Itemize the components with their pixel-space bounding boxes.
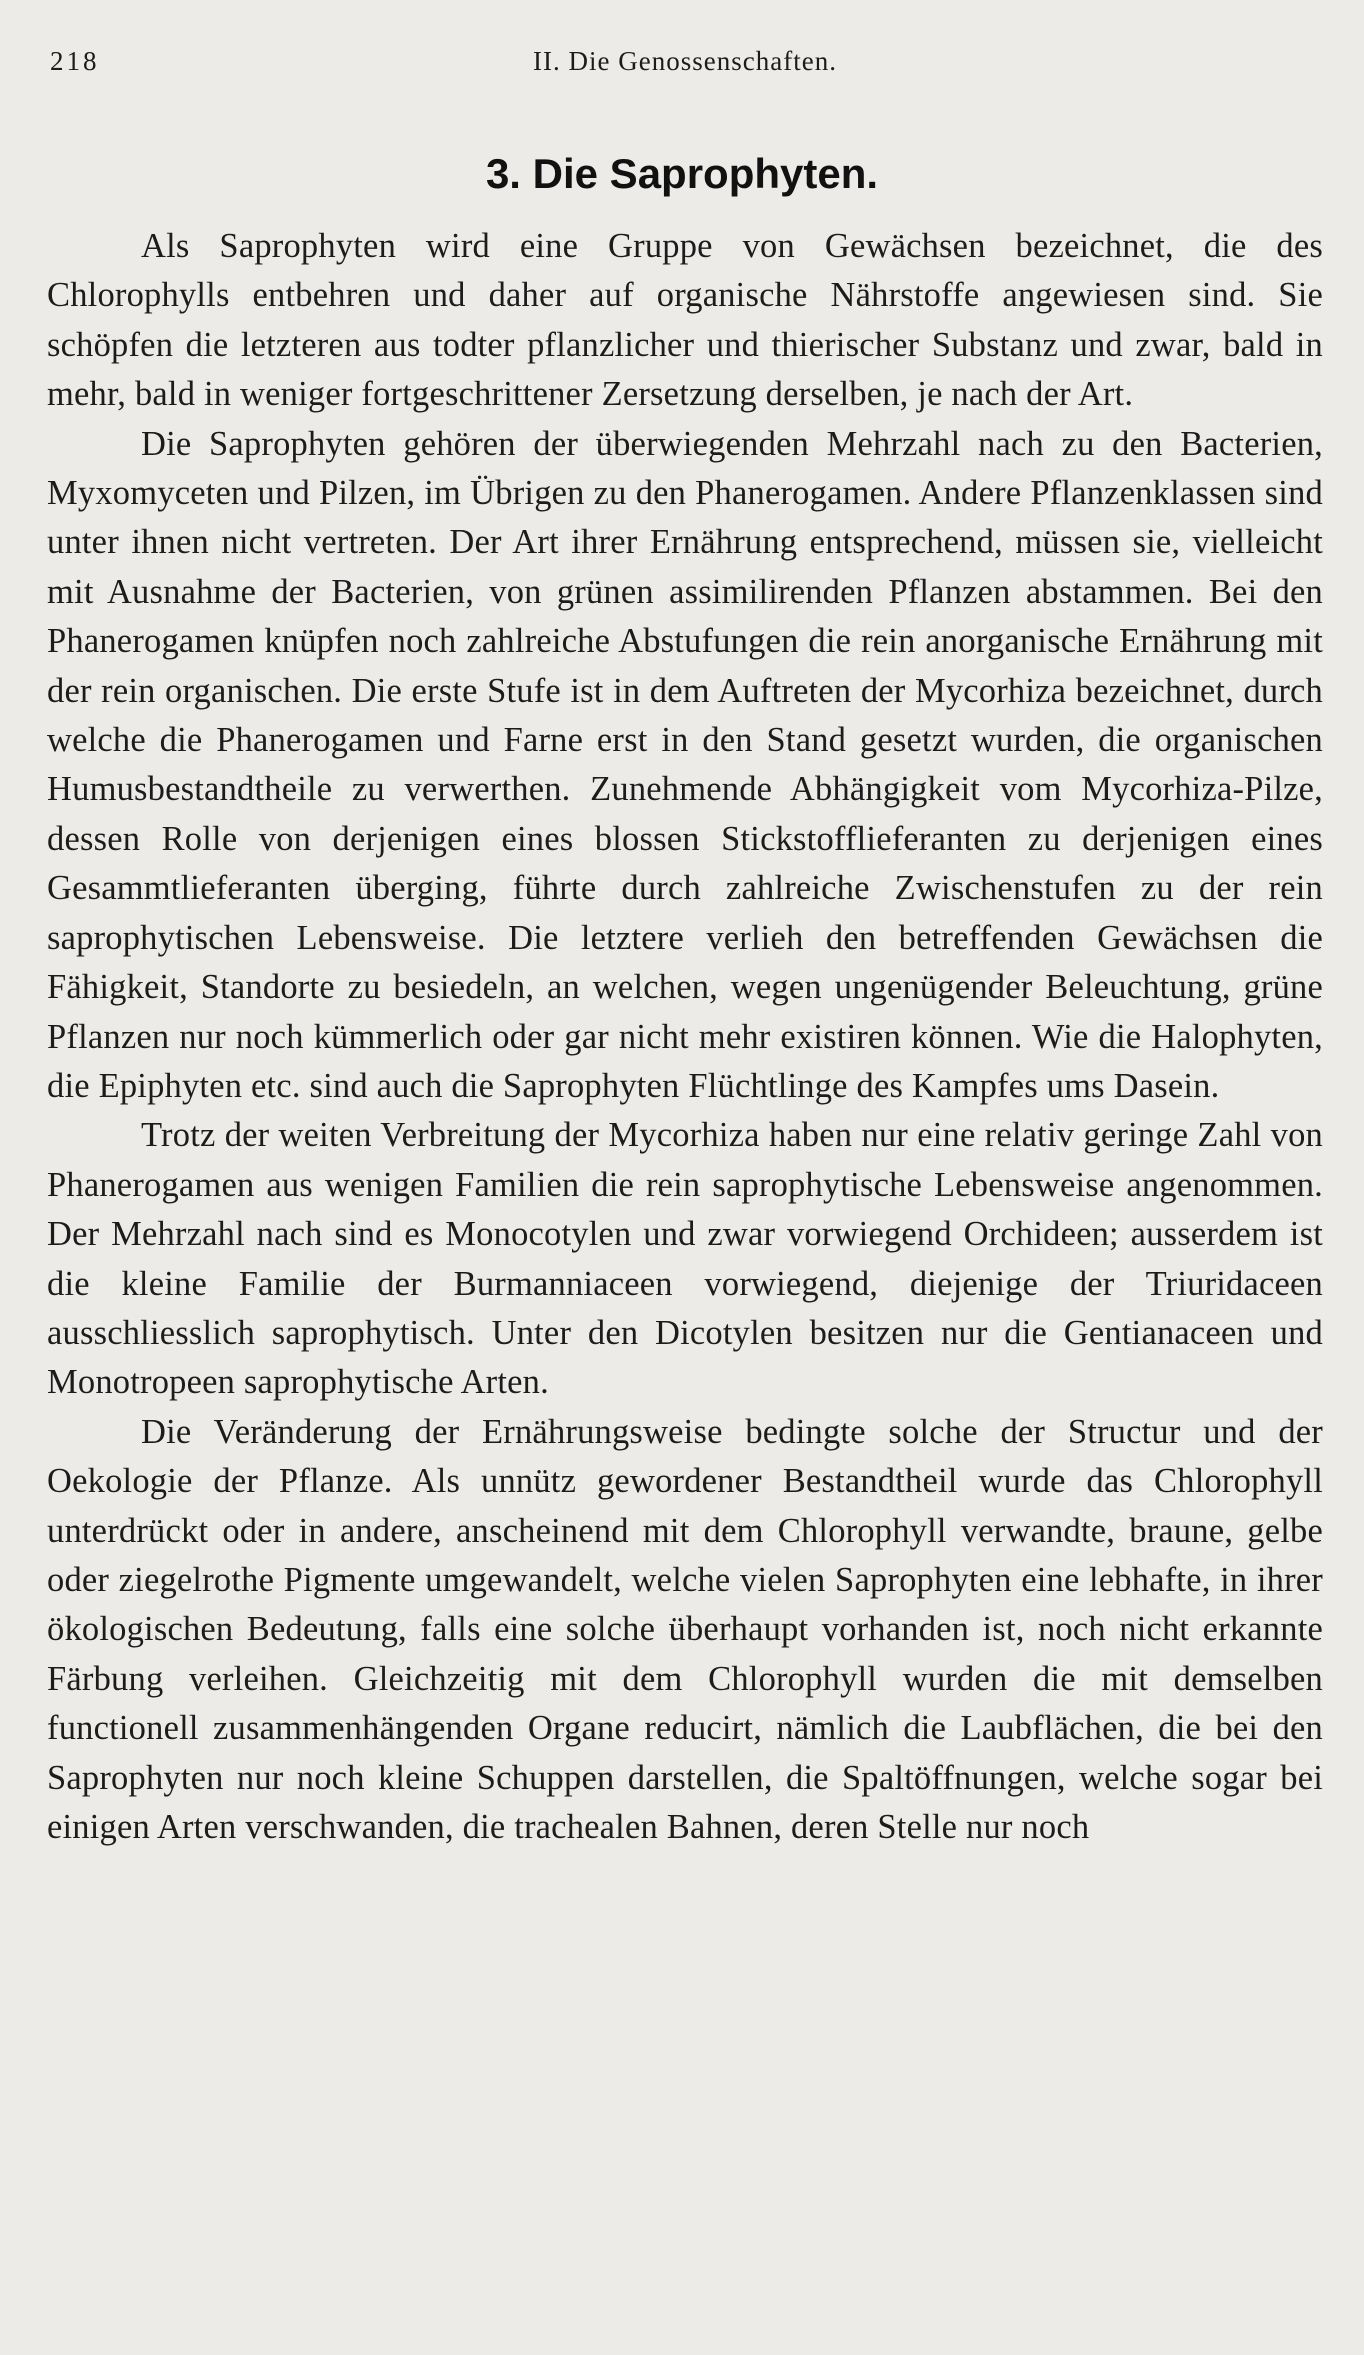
paragraph: Trotz der weiten Verbreitung der Mycorhiza haben nur eine relativ geringe Zahl von Phanerogamen aus wenigen Familien die rein saprophytische Lebensweise angenommen. Der Mehrzahl nach sind es Monocotylen und zwar vorwiegend Orchideen; ausserdem ist die kleine Familie der Burmanniaceen vorwiegend, diejenige der Triuridaceen ausschliesslich saprophytisch. Unter den Dicotylen besitzen nur die Gentianaceen und Monotropeen saprophytische Arten. (47, 1116, 1323, 1402)
running-title: II. Die Genossenschaften. (533, 46, 837, 76)
paragraph: Als Saprophyten wird eine Gruppe von Gewächsen bezeichnet, die des Chlorophylls entbehren und daher auf organische Nährstoffe angewiesen sind. Sie schöpfen die letzteren aus todter pflanzlicher und thierischer Substanz und zwar, bald in mehr, bald in weniger fortgeschrittener Zersetzung derselben, je nach der Art. (47, 227, 1323, 414)
paragraph: Die Saprophyten gehören der überwiegenden Mehrzahl nach zu den Bacterien, Myxomyceten und Pilzen, im Übrigen zu den Phanerogamen. Andere Pflanzenklassen sind unter ihnen nicht vertreten. Der Art ihrer Ernährung entsprechend, müssen sie, vielleicht mit Ausnahme der Bacterien, von grünen assimilirenden Pflanzen abstammen. Bei den Phanerogamen knüpfen noch zahlreiche Abstufungen die rein anorganische Ernährung mit der rein organischen. Die erste Stufe ist in dem Auftreten der Mycorhiza bezeichnet, durch welche die Phanerogamen und Farne erst in den Stand gesetzt wurden, die organischen Humusbestandtheile zu verwerthen. Zunehmende Abhängigkeit vom Mycorhiza-Pilze, dessen Rolle von derjenigen eines blossen Stickstofflieferanten zu derjenigen eines Gesammtlieferanten überging, führte durch zahlreiche Zwischenstufen zu der rein saprophytischen Lebensweise. Die letztere verlieh den betreffenden Gewächsen die Fähigkeit, Standorte zu besiedeln, an welchen, wegen ungenügender Beleuchtung, grüne Pflanzen nur noch kümmerlich oder gar nicht mehr existiren können. Wie die Halophyten, die Epiphyten etc. sind auch die Saprophyten Flüchtlinge des Kampfes ums Dasein. (47, 424, 1323, 1105)
page-number: 218 (50, 46, 100, 76)
body-text (47, 222, 1323, 1852)
running-head (50, 46, 1320, 86)
section-heading: 3. Die Saprophyten. (485, 150, 879, 197)
paragraph: Die Veränderung der Ernährungsweise bedingte solche der Structur und der Oekologie der Pflanze. Als unnütz gewordener Bestandtheil wurde das Chlorophyll unterdrückt oder in andere, anscheinend mit dem Chlorophyll verwandte, braune, gelbe oder ziegelrothe Pigmente umgewandelt, welche vielen Saprophyten eine lebhafte, in ihrer ökologischen Bedeutung, falls eine solche überhaupt vorhanden ist, noch nicht erkannte Färbung verleihen. Gleichzeitig mit dem Chlorophyll wurden die mit demselben functionell zusammenhängenden Organe reducirt, nämlich die Laubflächen, die bei den Saprophyten nur noch kleine Schuppen darstellen, die Spaltöffnungen, welche sogar bei einigen Arten verschwanden, die trachealen Bahnen, deren Stelle nur noch (47, 1412, 1323, 1846)
